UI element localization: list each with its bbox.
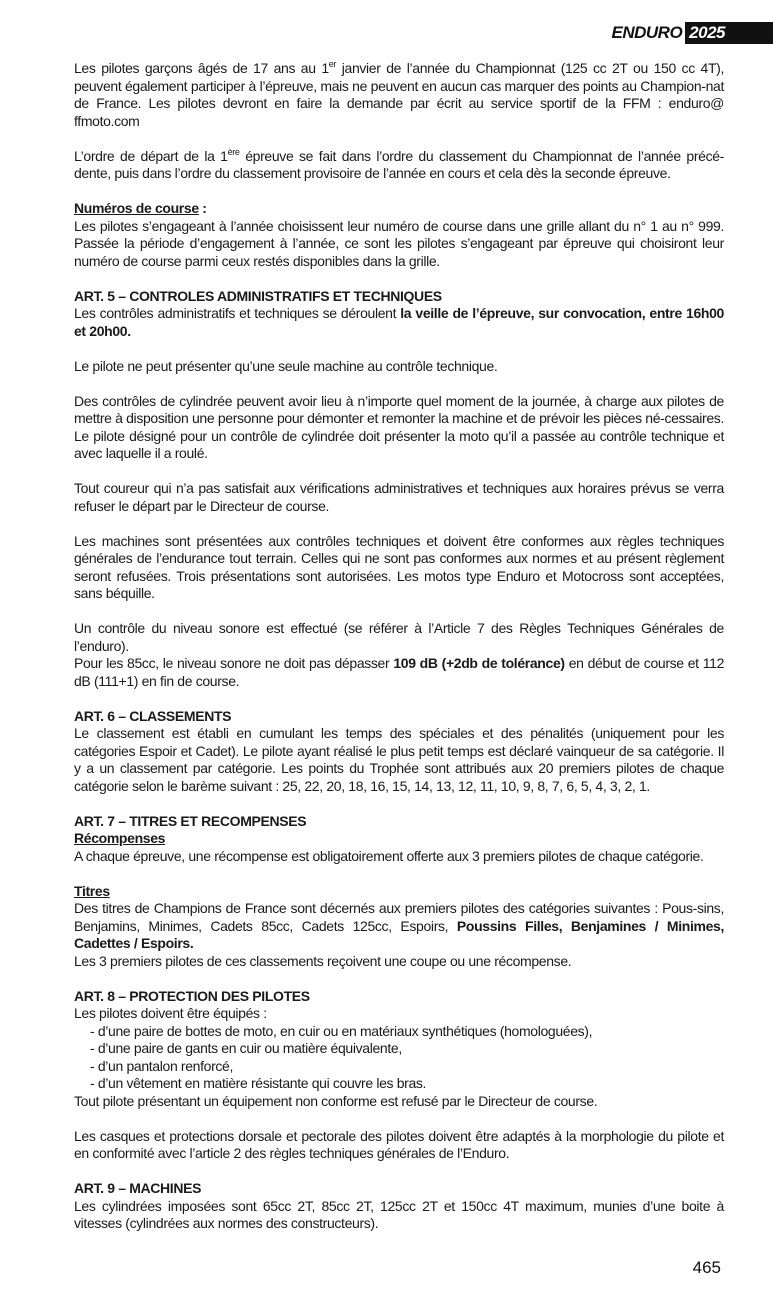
art9-heading: ART. 9 – MACHINES (74, 1180, 202, 1196)
art5-paragraph-2: Le pilote ne peut présenter qu’une seule machine au contrôle technique. (74, 357, 498, 374)
art6-heading: ART. 6 – CLASSEMENTS (74, 707, 232, 724)
superscript: er (328, 59, 337, 69)
art8-intro: Les pilotes doivent être équipés : (74, 1005, 267, 1021)
intro-paragraph-2: L’ordre de départ de la 1ère épreuve se fait dans l’ordre du classement du Championnat de l’année précé-dente, puis dans l’ordre du classement provisoire de l’année en cours et cela dès la seconde épreuve. (74, 146, 724, 181)
titres-title: Titres (74, 882, 110, 899)
art9-paragraph-1: Les cylindrées imposées sont 65cc 2T, 85cc 2T, 125cc 2T et 150cc 4T maximum, munies d’une boite à vitesses (cylindrées aux normes des constructeurs). (74, 1197, 724, 1231)
numeros-heading: Numéros de course : (74, 200, 207, 216)
art5-paragraph-6: Un contrôle du niveau sonore est effectué (se référer à l’Article 7 des Règles Techniques Générales de l’enduro). (74, 620, 724, 654)
page-number: 465 (692, 1258, 721, 1277)
intro-paragraph-1: Les pilotes garçons âgés de 17 ans au 1er janvier de l’année du Championnat (125 cc 2T ou 150 cc 4T), peuvent également participer à l’épreuve, mais ne peuvent en aucun cas marquer des points au Champion-nat de France. Les pilotes devront en faire la demande par écrit au service sportif de la FFM : enduro@ ffmoto.com (74, 59, 725, 129)
list-item: - d’un pantalon renforcé, (90, 1057, 234, 1074)
header-year: 2025 (685, 22, 773, 44)
art6-paragraph-1: Le classement est établi en cumulant les temps des spéciales et des pénalités (uniquement pour les catégories Espoir et Cadet). Le pilote ayant réalisé le plus petit temps est déclaré vainqueur de sa catégorie. Il y a un classement par catégorie. Les points du Trophée sont attribués aux 20 premiers pilotes de chaque catégorie selon le barème suivant : 25, 22, 20, 18, 16, 15, 14, 13, 12, 11, 10, 9, 8, 7, 6, 5, 4, 3, 2, 1. (74, 725, 724, 794)
recompenses-paragraph: A chaque épreuve, une récompense est obligatoirement offerte aux 3 premiers pilotes de chaque catégorie. (74, 847, 704, 864)
art8-heading: ART. 8 – PROTECTION DES PILOTES (74, 987, 310, 1004)
list-item: - d’un vêtement en matière résistante qui couvre les bras. (90, 1075, 427, 1091)
recompenses-title: Récompenses (74, 830, 166, 846)
art5-paragraph-4: Tout coureur qui n’a pas satisfait aux vérifications administratives et techniques aux horaires prévus se verra refuser le départ par le Directeur de course. (74, 480, 724, 514)
page-content (74, 60, 724, 1233)
equipment-list (74, 1023, 724, 1093)
numeros-title: Numéros de course (74, 200, 199, 216)
art8-paragraph-3: Les casques et protections dorsale et pectorale des pilotes doivent être adaptés à la morphologie du pilote et en conformité avec l’article 2 des règles techniques générales de l’Enduro. (74, 1127, 724, 1161)
art5-paragraph-3: Des contrôles de cylindrée peuvent avoir lieu à n’importe quel moment de la journée, à charge aux pilotes de mettre à disposition une personne pour démonter et remonter la machine et de prévoir les pièces né-cessaires. Le pilote désigné pour un contrôle de cylindrée doit présenter la moto qu’il a passée au contrôle technique et avec laquelle il a roulé. (74, 392, 724, 461)
titres-paragraph-1: Des titres de Champions de France sont décernés aux premiers pilotes des catégories suivantes : Pous-sins, Benjamins, Minimes, Cadets 85cc, Cadets 125cc, Espoirs, Poussins Filles, Benjamines / Minimes, Cadettes / Espoirs. (74, 900, 724, 951)
header-brand: ENDURO (611, 23, 683, 42)
art8-paragraph-2: Tout pilote présentant un équipement non conforme est refusé par le Directeur de course. (74, 1092, 598, 1109)
titres-paragraph-2: Les 3 premiers pilotes de ces classements reçoivent une coupe ou une récompense. (74, 952, 572, 969)
art5-paragraph-7: Pour les 85cc, le niveau sonore ne doit pas dépasser 109 dB (+2db de tolérance) en début de course et 112 dB (111+1) en fin de course. (74, 655, 724, 689)
art5-paragraph-5: Les machines sont présentées aux contrôles techniques et doivent être conformes aux règles techniques générales de l’endurance tout terrain. Celles qui ne sont pas conformes aux normes et au présent règlement seront refusées. Trois présentations sont autorisées. Les motos type Enduro et Motocross sont acceptées, sans béquille. (74, 532, 724, 601)
art5-heading: ART. 5 – CONTROLES ADMINISTRATIFS ET TECHNIQUES (74, 287, 442, 304)
art7-heading: ART. 7 – TITRES ET RECOMPENSES (74, 812, 307, 829)
superscript: ère (227, 146, 240, 157)
list-item: - d’une paire de bottes de moto, en cuir ou en matériaux synthétiques (homologuées), (90, 1022, 593, 1039)
list-item: - d’une paire de gants en cuir ou matière équivalente, (90, 1040, 402, 1056)
numeros-paragraph: Les pilotes s’engageant à l’année choisissent leur numéro de course dans une grille allant du n° 1 au n° 999. Passée la période d’engagement à l’année, ce sont les pilotes s’engageant par épreuve qui choisiront leur numéro de course parmi ceux restés disponibles dans la grille. (74, 217, 724, 269)
header-tag (612, 22, 773, 44)
art5-paragraph-1: Les contrôles administratifs et techniques se déroulent la veille de l’épreuve, sur convocation, entre 16h00 et 20h00. (74, 305, 724, 339)
